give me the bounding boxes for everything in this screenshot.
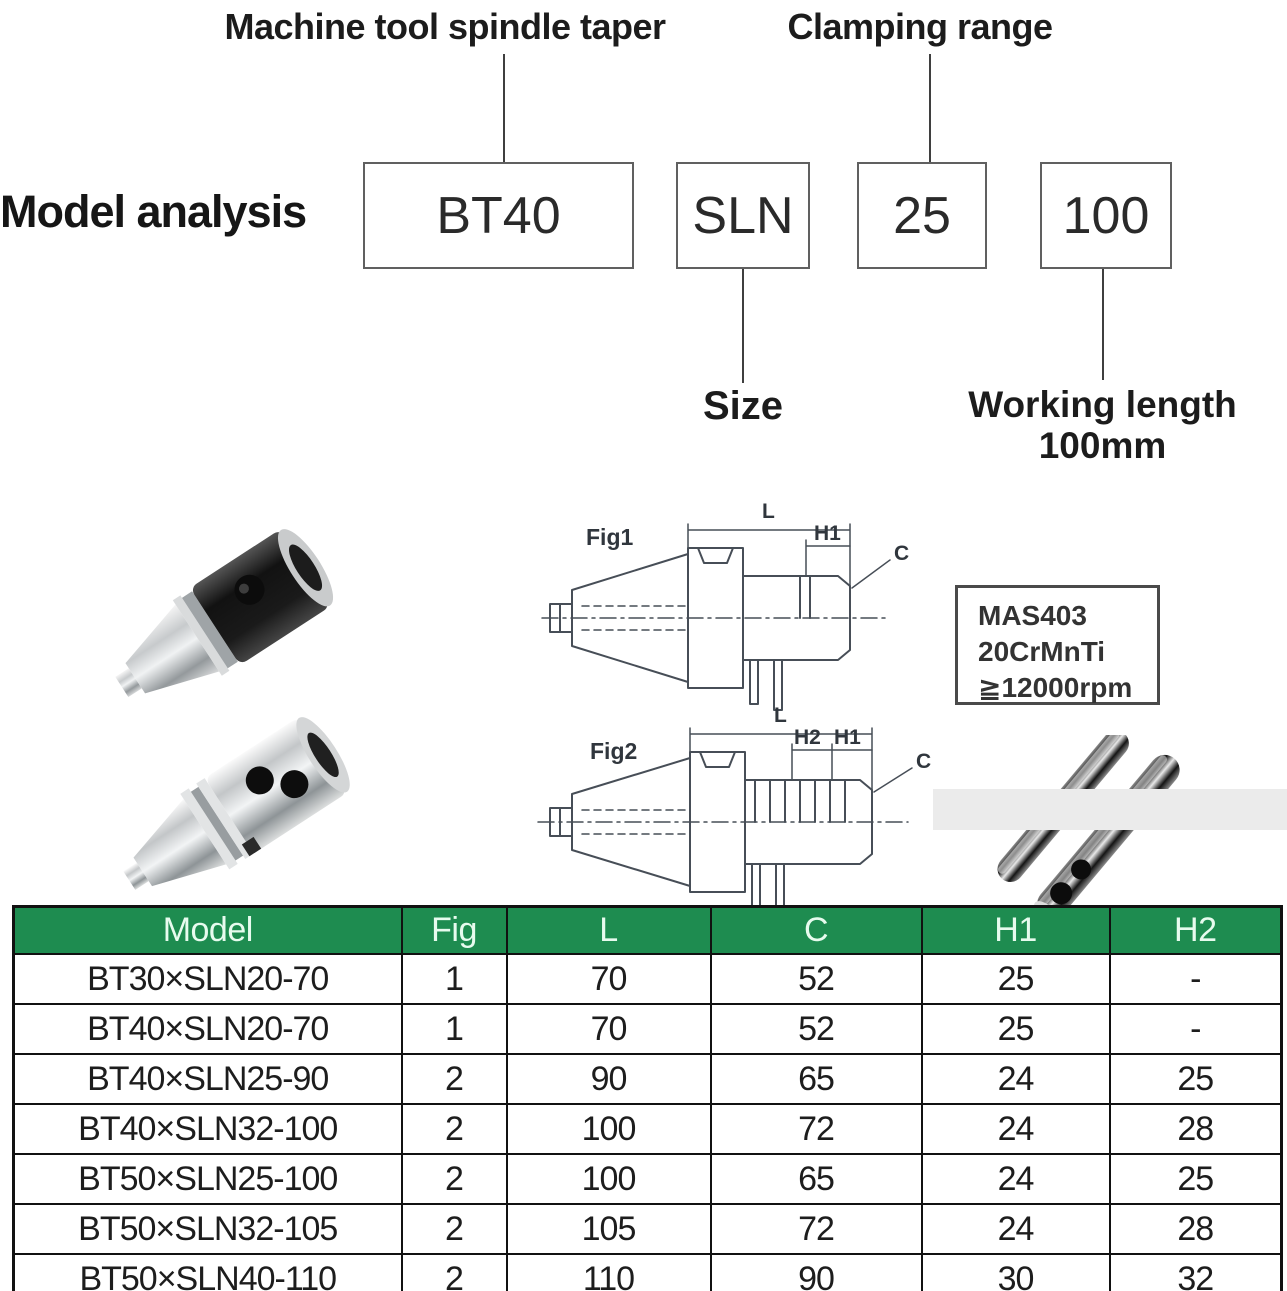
fig1-dim-C: C	[894, 542, 910, 565]
table-cell: 28	[1110, 1204, 1282, 1254]
table-cell: 2	[402, 1054, 507, 1104]
working-length-line1: Working length	[968, 384, 1237, 425]
tool-holder-photo-2	[95, 715, 375, 910]
table-cell: BT50×SLN25-100	[14, 1154, 402, 1204]
table-row	[14, 1154, 1282, 1204]
fig2-drawing	[530, 700, 950, 930]
label-clamping-range: Clamping range	[787, 6, 1053, 47]
table-cell: 25	[922, 1004, 1110, 1054]
table-cell: 105	[507, 1204, 711, 1254]
fig1-dim-L: L	[762, 500, 775, 523]
table-cell: BT40×SLN20-70	[14, 1004, 402, 1054]
table-cell: 100	[507, 1104, 711, 1154]
label-spindle-taper: Machine tool spindle taper	[224, 6, 666, 47]
table-cell: 70	[507, 954, 711, 1004]
table-row	[14, 1254, 1282, 1291]
table-cell: 65	[711, 1054, 922, 1104]
label-working-length	[930, 384, 1275, 466]
table-cell: 30	[922, 1254, 1110, 1291]
table-cell: BT50×SLN32-105	[14, 1204, 402, 1254]
col-header-h1: H1	[922, 907, 1110, 955]
header-row	[14, 907, 1282, 955]
table-cell: 110	[507, 1254, 711, 1291]
fig2-dim-H2: H2	[794, 726, 821, 749]
product-photo-silver-holder	[95, 715, 375, 910]
table-cell: 32	[1110, 1254, 1282, 1291]
fig2-name: Fig2	[590, 738, 638, 764]
col-header-model: Model	[14, 907, 402, 955]
col-header-h2: H2	[1110, 907, 1282, 955]
table-cell: 2	[402, 1154, 507, 1204]
table-cell: BT30×SLN20-70	[14, 954, 402, 1004]
connector-line-clamping-range	[929, 54, 931, 162]
table-cell: 90	[711, 1254, 922, 1291]
table-cell: BT50×SLN40-110	[14, 1254, 402, 1291]
table-cell: -	[1110, 954, 1282, 1004]
tool-holder-photo-1	[90, 520, 360, 720]
spec-table	[12, 905, 1283, 1291]
connector-line-size	[742, 265, 744, 383]
table-row	[14, 1004, 1282, 1054]
table-cell: 24	[922, 1104, 1110, 1154]
model-analysis-title: Model analysis	[0, 186, 307, 237]
fig1-dim-H1: H1	[814, 522, 841, 545]
product-photo-black-holder	[90, 520, 360, 720]
fig1-drawing	[538, 498, 948, 723]
working-length-line2: 100mm	[1038, 425, 1167, 466]
table-cell: 25	[1110, 1154, 1282, 1204]
table-cell: 100	[507, 1154, 711, 1204]
table-cell: 24	[922, 1154, 1110, 1204]
table-cell: 65	[711, 1154, 922, 1204]
table-cell: 2	[402, 1204, 507, 1254]
spec-table-header	[14, 907, 1282, 955]
table-cell: 24	[922, 1204, 1110, 1254]
spec-table-body	[14, 954, 1282, 1291]
table-cell: 90	[507, 1054, 711, 1104]
table-cell: 70	[507, 1004, 711, 1054]
table-row	[14, 954, 1282, 1004]
table-cell: BT40×SLN32-100	[14, 1104, 402, 1154]
table-cell: 24	[922, 1054, 1110, 1104]
table-cell: 72	[711, 1104, 922, 1154]
table-row	[14, 1054, 1282, 1104]
table-cell: -	[1110, 1004, 1282, 1054]
label-size: Size	[702, 384, 784, 428]
fig2-dim-C: C	[916, 750, 932, 773]
table-cell: BT40×SLN25-90	[14, 1054, 402, 1104]
spec-material: 20CrMnTi	[978, 636, 1106, 667]
spec-rpm: ≧12000rpm	[978, 672, 1133, 703]
table-cell: 1	[402, 1004, 507, 1054]
table-cell: 25	[922, 954, 1110, 1004]
model-code-box-length: 100	[1040, 162, 1172, 269]
gray-cover-strip	[933, 789, 1287, 830]
col-header-fig: Fig	[402, 907, 507, 955]
material-spec-box	[955, 585, 1160, 705]
table-cell: 1	[402, 954, 507, 1004]
fig1-name: Fig1	[586, 524, 634, 550]
table-cell: 52	[711, 1004, 922, 1054]
model-code-box-size: 25	[857, 162, 987, 269]
table-cell: 25	[1110, 1054, 1282, 1104]
table-cell: 52	[711, 954, 922, 1004]
model-code-box-series: SLN	[676, 162, 810, 269]
table-row	[14, 1104, 1282, 1154]
spec-standard: MAS403	[978, 600, 1087, 631]
fig2-dim-H1: H1	[834, 726, 861, 749]
table-cell: 2	[402, 1254, 507, 1291]
col-header-l: L	[507, 907, 711, 955]
table-cell: 72	[711, 1204, 922, 1254]
model-code-box-taper: BT40	[363, 162, 634, 269]
table-cell: 28	[1110, 1104, 1282, 1154]
connector-line-spindle-taper	[503, 54, 505, 162]
connector-line-working-length	[1102, 265, 1104, 380]
table-cell: 2	[402, 1104, 507, 1154]
col-header-c: C	[711, 907, 922, 955]
fig2-line-art	[530, 700, 950, 930]
fig2-dim-L: L	[774, 704, 787, 727]
table-row	[14, 1204, 1282, 1254]
